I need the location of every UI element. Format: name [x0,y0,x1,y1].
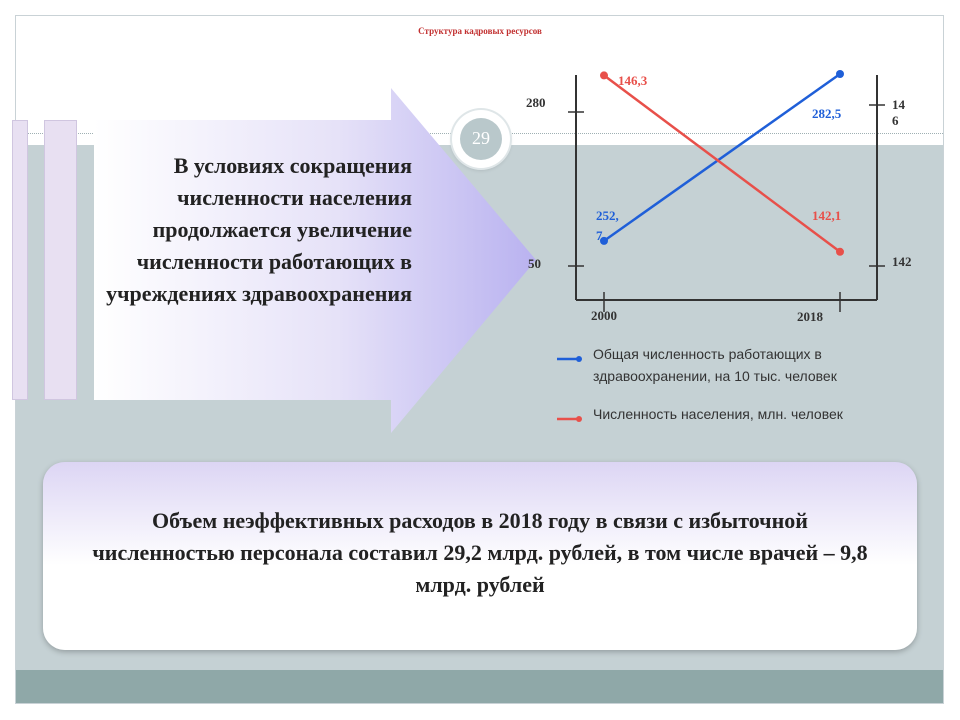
legend-label-workers: Общая численность работающих в здравоохранении, на 10 тыс. человек [593,346,837,384]
data-label-workers-2000: 252, 7 [596,208,619,243]
decor-bar-2 [44,120,77,400]
x-label-2018: 2018 [797,309,823,324]
right-tick-label-142: 142 [892,254,912,269]
page-title: Структура кадровых ресурсов [418,26,542,36]
legend-label-population: Численность населения, млн. человек [593,406,843,422]
data-label-population-2000: 146,3 [618,73,648,88]
legend-marker-workers [555,354,585,364]
series-point-workers-2018 [836,70,844,78]
page-number-badge [452,110,510,168]
decor-bar-1 [12,120,28,400]
legend-marker-population [555,414,585,424]
data-label-workers-2018: 282,5 [812,106,842,121]
left-tick-label-280: 280 [526,95,546,110]
right-tick-label-146: 14 6 [892,97,905,128]
page-number: 29 [460,118,502,160]
series-point-population-2018 [836,248,844,256]
line-chart [520,60,940,335]
summary-text: Объем неэффективных расходов в 2018 году в связи с избыточной численностью персонала составил 29,2 млрд. рублей, в том числе врачей – 9,8 млрд. рублей [92,508,868,597]
summary-box [43,462,917,650]
arrow-text: В условиях сокращения численности населения продолжается увеличение численности работающих в учреждениях здравоохранения [106,153,412,306]
left-tick-label-50: 50 [528,256,541,271]
series-line-population [604,75,840,251]
series-line-workers [604,74,840,241]
series-point-population-2000 [600,71,608,79]
x-label-2000: 2000 [591,308,617,323]
data-label-population-2018: 142,1 [812,208,842,223]
footer-band [16,670,943,703]
